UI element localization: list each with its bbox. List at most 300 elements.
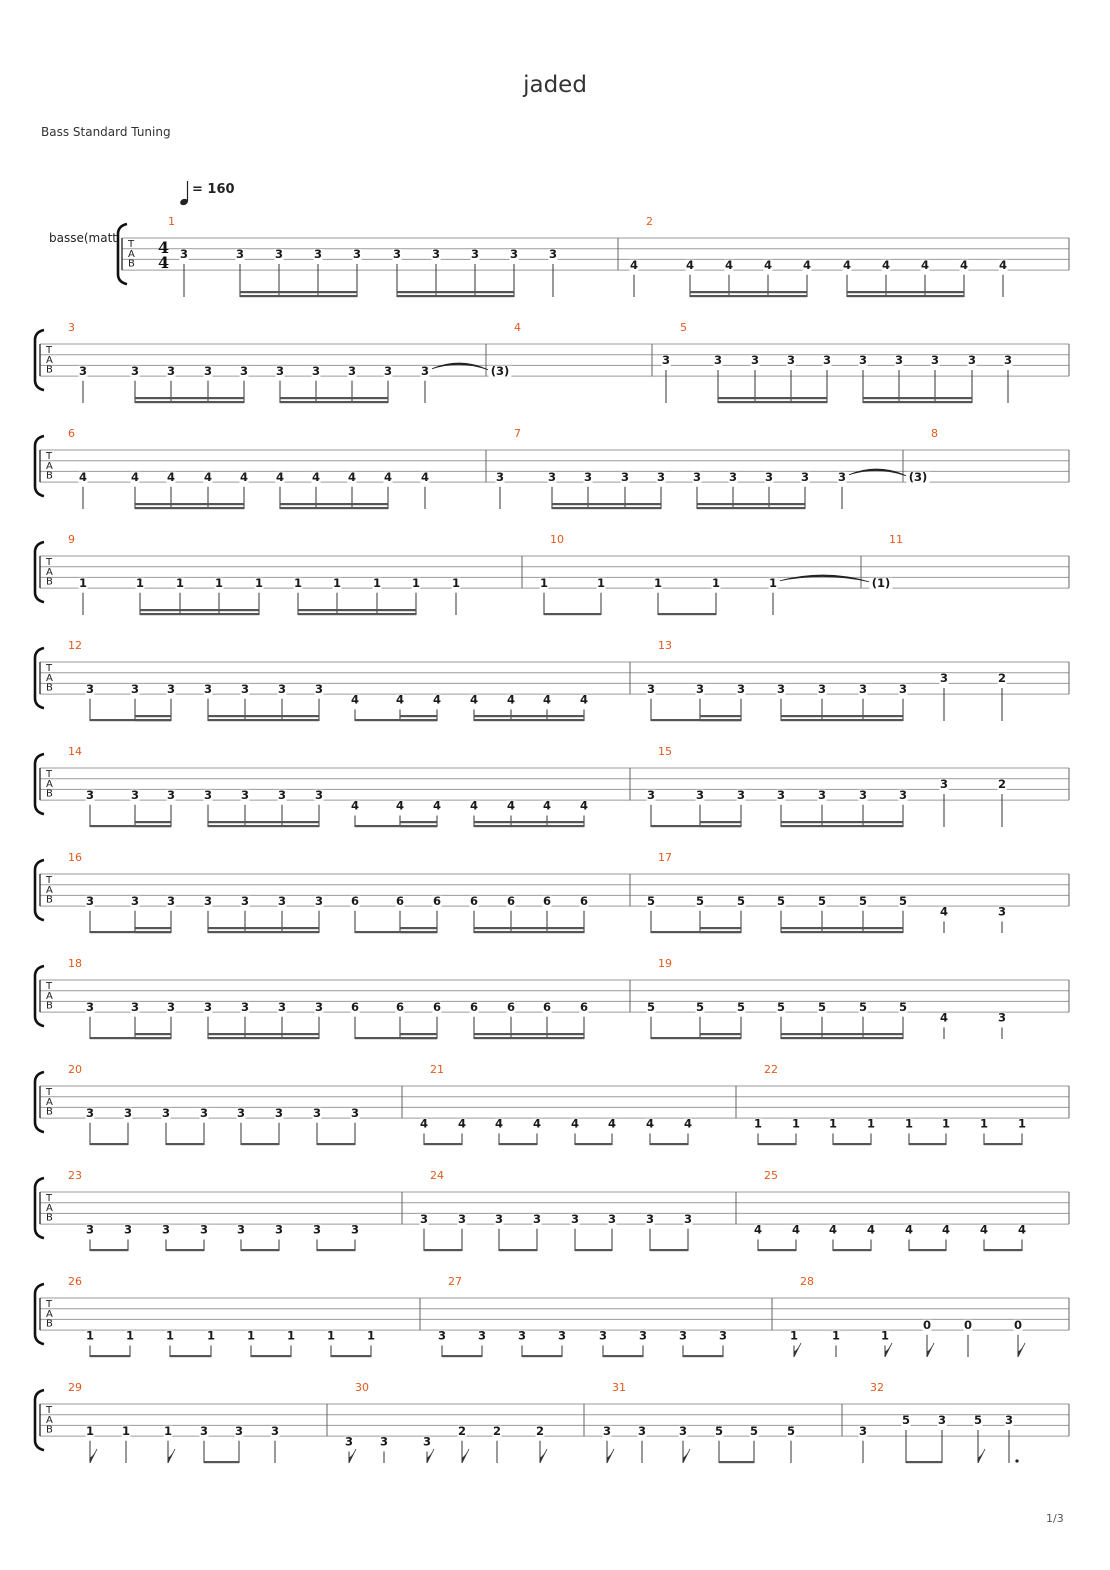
fret-number: 3 — [646, 787, 656, 802]
fret-number: 3 — [939, 777, 949, 792]
beam — [400, 825, 437, 827]
fret-number: 3 — [166, 681, 176, 696]
beam — [690, 291, 807, 293]
beam — [400, 719, 437, 721]
fret-number: 1 — [372, 575, 382, 590]
measure-number: 27 — [448, 1275, 462, 1288]
fret-number: 3 — [240, 999, 250, 1014]
fret-number: 6 — [579, 893, 589, 908]
beam — [683, 1355, 723, 1357]
fret-number: 3 — [683, 1211, 693, 1226]
beam — [135, 719, 171, 721]
fret-number: 3 — [419, 1211, 429, 1226]
fret-number: 1 — [1017, 1116, 1027, 1131]
measure-number: 28 — [800, 1275, 814, 1288]
fret-number: 3 — [166, 893, 176, 908]
fret-number: 3 — [130, 363, 140, 378]
beam — [208, 1033, 319, 1035]
tab-clef-t: T — [46, 451, 53, 462]
measure-number: 2 — [646, 215, 653, 228]
tab-clef-a: A — [46, 778, 53, 790]
beam — [135, 1033, 171, 1035]
fret-number: 3 — [236, 1105, 246, 1120]
measure-24 — [420, 1169, 693, 1251]
measure-3 — [68, 321, 488, 403]
fret-number: 4 — [469, 692, 479, 707]
beam — [241, 1249, 279, 1251]
beam — [984, 1143, 1022, 1145]
fret-number: 5 — [901, 1413, 911, 1428]
fret-number: 1 — [791, 1116, 801, 1131]
beam — [90, 1355, 130, 1357]
fret-number: 3 — [344, 1434, 354, 1449]
fret-number: 2 — [997, 777, 1007, 792]
fret-number: 3 — [275, 363, 285, 378]
measure-number: 21 — [430, 1063, 444, 1076]
beam — [166, 1249, 204, 1251]
fret-number: 6 — [542, 999, 552, 1014]
fret-number: 3 — [199, 1222, 209, 1237]
fret-number: 4 — [579, 692, 589, 707]
measure-6 — [68, 427, 430, 509]
fret-number: 3 — [314, 999, 324, 1014]
beam — [650, 1143, 688, 1145]
measure-number: 7 — [514, 427, 521, 440]
fret-number: 1 — [451, 575, 461, 590]
fret-number: 3 — [728, 469, 738, 484]
fret-number: 3 — [166, 787, 176, 802]
beam — [847, 295, 964, 297]
tie-arc — [780, 575, 869, 582]
fret-number: 3 — [547, 469, 557, 484]
fret-number: 4 — [419, 1116, 429, 1131]
beam — [984, 1249, 1022, 1251]
fret-number: 3 — [203, 893, 213, 908]
measure-number: 23 — [68, 1169, 82, 1182]
fret-number: 1 — [904, 1116, 914, 1131]
tab-clef-a: A — [46, 990, 53, 1002]
fret-number: 4 — [842, 257, 852, 272]
fret-number: 4 — [494, 1116, 504, 1131]
tab-clef-a: A — [46, 1096, 53, 1108]
eighth-flag — [90, 1449, 97, 1463]
measure-32 — [859, 1381, 1019, 1463]
beam — [135, 927, 171, 929]
fret-number: 4 — [383, 469, 393, 484]
fret-number: 3 — [130, 893, 140, 908]
fret-number: 3 — [422, 1434, 432, 1449]
fret-number: 3 — [312, 1105, 322, 1120]
fret-number: 5 — [858, 999, 868, 1014]
fret-number: 3 — [602, 1423, 612, 1438]
fret-number: 3 — [532, 1211, 542, 1226]
measure-number: 24 — [430, 1169, 444, 1182]
tab-clef-t: T — [46, 981, 53, 992]
beam — [690, 295, 807, 297]
fret-number: 3 — [240, 681, 250, 696]
system-3 — [35, 427, 1069, 509]
system-9 — [35, 1063, 1069, 1145]
beam — [658, 613, 716, 615]
beam — [424, 1249, 462, 1251]
measure-20 — [68, 1063, 360, 1145]
fret-number: 4 — [395, 692, 405, 707]
fret-number: 3 — [692, 469, 702, 484]
system-10 — [35, 1169, 1069, 1251]
fret-number: 5 — [646, 999, 656, 1014]
fret-number: 4 — [685, 257, 695, 272]
measure-7 — [496, 427, 907, 509]
fret-number: 4 — [78, 469, 88, 484]
tab-clef-t: T — [46, 1405, 53, 1416]
measure-4 — [489, 321, 522, 378]
beam — [397, 295, 514, 297]
tab-clef-b: B — [46, 576, 53, 588]
beam — [208, 927, 319, 929]
measure-number: 19 — [658, 957, 672, 970]
beam — [251, 1355, 291, 1357]
measure-number: 12 — [68, 639, 82, 652]
fret-number: 5 — [786, 1423, 796, 1438]
fret-number: 3 — [130, 999, 140, 1014]
fret-number: 3 — [203, 681, 213, 696]
beam — [697, 503, 805, 505]
fret-number: 3 — [517, 1328, 527, 1343]
fret-number: 4 — [347, 469, 357, 484]
beam — [700, 1037, 741, 1039]
fret-number: 1 — [85, 1328, 95, 1343]
tab-clef-b: B — [46, 894, 53, 906]
fret-number: 4 — [939, 1010, 949, 1025]
tab-clef-t: T — [46, 1299, 53, 1310]
fret-number: 3 — [620, 469, 630, 484]
fret-number: 3 — [470, 247, 480, 262]
fret-number: 1 — [206, 1328, 216, 1343]
fret-number: 4 — [1017, 1222, 1027, 1237]
beam — [280, 401, 388, 403]
fret-number: 3 — [930, 353, 940, 368]
fret-number: 4 — [311, 469, 321, 484]
fret-number: 4 — [959, 257, 969, 272]
beam — [544, 613, 601, 615]
eighth-flag — [427, 1449, 434, 1463]
fret-number: 3 — [277, 681, 287, 696]
fret-number: 3 — [776, 787, 786, 802]
time-signature-denominator: 4 — [158, 253, 170, 272]
fret-number: 6 — [469, 893, 479, 908]
fret-number: 3 — [1004, 1413, 1014, 1428]
fret-number: 3 — [179, 247, 189, 262]
beam — [781, 931, 903, 933]
measure-13 — [647, 639, 1007, 721]
beam — [474, 931, 584, 933]
measure-14 — [68, 745, 589, 827]
tab-clef-b: B — [46, 1318, 53, 1330]
fret-number: 5 — [736, 893, 746, 908]
fret-number: 5 — [817, 999, 827, 1014]
eighth-flag — [540, 1449, 547, 1463]
fret-number: 3 — [817, 681, 827, 696]
fret-number: 1 — [85, 1423, 95, 1438]
fret-number: 3 — [457, 1211, 467, 1226]
system-12 — [35, 1381, 1069, 1463]
fret-number: 3 — [314, 893, 324, 908]
fret-number: 4 — [239, 469, 249, 484]
beam — [781, 1037, 903, 1039]
beam — [135, 503, 244, 505]
fret-number: 1 — [789, 1328, 799, 1343]
beam — [135, 931, 171, 933]
fret-number: 3 — [764, 469, 774, 484]
tab-clef-a: A — [46, 672, 53, 684]
fret-number: 3 — [646, 681, 656, 696]
tempo-value: = 160 — [192, 182, 235, 197]
eighth-flag — [978, 1449, 985, 1463]
fret-number: 4 — [457, 1116, 467, 1131]
fret-number: 3 — [166, 363, 176, 378]
fret-number: 5 — [695, 999, 705, 1014]
fret-number: 3 — [695, 681, 705, 696]
measure-number: 3 — [68, 321, 75, 334]
fret-number: 6 — [542, 893, 552, 908]
fret-number: 3 — [161, 1222, 171, 1237]
tab-clef-a: A — [128, 248, 135, 260]
system-11 — [35, 1275, 1069, 1357]
measure-number: 17 — [658, 851, 672, 864]
fret-number: 3 — [130, 681, 140, 696]
fret-number: 4 — [130, 469, 140, 484]
fret-number: 3 — [314, 787, 324, 802]
measure-number: 9 — [68, 533, 75, 546]
fret-number: 4 — [579, 798, 589, 813]
beam — [700, 821, 741, 823]
fret-number: (3) — [908, 469, 928, 484]
fret-number: 1 — [246, 1328, 256, 1343]
beam — [400, 715, 437, 717]
beam — [90, 1249, 128, 1251]
beam — [397, 291, 514, 293]
fret-number: 6 — [579, 999, 589, 1014]
fret-number: 3 — [570, 1211, 580, 1226]
beam — [499, 1249, 537, 1251]
fret-number: 1 — [214, 575, 224, 590]
measure-number: 1 — [168, 215, 175, 228]
fret-number: 3 — [311, 363, 321, 378]
fret-number: 3 — [661, 353, 671, 368]
fret-number: 4 — [763, 257, 773, 272]
measure-number: 18 — [68, 957, 82, 970]
tab-clef-a: A — [46, 1308, 53, 1320]
measure-29 — [68, 1381, 280, 1463]
fret-number: 3 — [203, 999, 213, 1014]
fret-number: 5 — [898, 999, 908, 1014]
eighth-flag — [462, 1449, 469, 1463]
measure-number: 29 — [68, 1381, 82, 1394]
beam — [208, 1037, 319, 1039]
fret-number: 1 — [293, 575, 303, 590]
eighth-flag — [885, 1343, 892, 1357]
fret-number: 5 — [736, 999, 746, 1014]
eighth-flag — [168, 1449, 175, 1463]
beam — [140, 609, 259, 611]
fret-number: 4 — [753, 1222, 763, 1237]
fret-number: 4 — [542, 798, 552, 813]
fret-number: 1 — [175, 575, 185, 590]
fret-number: 3 — [495, 469, 505, 484]
tab-clef-t: T — [128, 239, 135, 250]
beam — [781, 1033, 903, 1035]
tie-arc — [849, 469, 906, 476]
fret-number: 1 — [286, 1328, 296, 1343]
tab-clef-b: B — [46, 788, 53, 800]
beam — [135, 825, 171, 827]
fret-number: 3 — [234, 1423, 244, 1438]
fret-number: 3 — [85, 999, 95, 1014]
fret-number: 4 — [802, 257, 812, 272]
fret-number: 3 — [638, 1328, 648, 1343]
beam — [700, 931, 741, 933]
beam — [317, 1143, 355, 1145]
beam — [499, 1143, 537, 1145]
system-7 — [35, 851, 1069, 933]
fret-number: 1 — [596, 575, 606, 590]
rhythm-dot — [1015, 1459, 1018, 1462]
measure-number: 4 — [514, 321, 521, 334]
fret-number: 1 — [366, 1328, 376, 1343]
fret-number: 3 — [695, 787, 705, 802]
fret-number: 1 — [254, 575, 264, 590]
fret-number: 3 — [718, 1328, 728, 1343]
fret-number: 5 — [858, 893, 868, 908]
measure-30 — [345, 1381, 548, 1463]
beam — [700, 715, 741, 717]
fret-number: 3 — [274, 1105, 284, 1120]
eighth-flag — [607, 1449, 614, 1463]
fret-number: 3 — [199, 1423, 209, 1438]
measure-number: 31 — [612, 1381, 626, 1394]
fret-number: 3 — [166, 999, 176, 1014]
measure-26 — [68, 1275, 376, 1357]
fret-number: 4 — [920, 257, 930, 272]
beam — [135, 397, 244, 399]
fret-number: 3 — [350, 1105, 360, 1120]
fret-number: 3 — [199, 1105, 209, 1120]
fret-number: 4 — [791, 1222, 801, 1237]
fret-number: 4 — [542, 692, 552, 707]
measure-number: 10 — [550, 533, 564, 546]
fret-number: 3 — [939, 671, 949, 686]
fret-number: 6 — [350, 893, 360, 908]
measure-number: 25 — [764, 1169, 778, 1182]
fret-number: 3 — [274, 247, 284, 262]
measure-8 — [907, 427, 939, 484]
beam — [208, 825, 319, 827]
measure-12 — [68, 639, 589, 721]
tab-clef-b: B — [46, 1212, 53, 1224]
fret-number: 3 — [130, 787, 140, 802]
system-8 — [35, 957, 1069, 1039]
tab-clef-t: T — [46, 557, 53, 568]
fret-number: 2 — [535, 1423, 545, 1438]
beam — [552, 503, 661, 505]
measure-28 — [790, 1275, 1026, 1357]
beam — [474, 715, 584, 717]
fret-number: 3 — [431, 247, 441, 262]
fret-number: 1 — [979, 1116, 989, 1131]
fret-number: 3 — [347, 363, 357, 378]
fret-number: 4 — [645, 1116, 655, 1131]
beam — [833, 1249, 871, 1251]
beam — [208, 715, 319, 717]
fret-number: 3 — [898, 787, 908, 802]
fret-number: 3 — [607, 1211, 617, 1226]
tie-arc — [432, 363, 488, 370]
measure-number: 20 — [68, 1063, 82, 1076]
fret-number: 4 — [904, 1222, 914, 1237]
beam — [280, 397, 388, 399]
measure-15 — [647, 745, 1007, 827]
fret-number: 2 — [492, 1423, 502, 1438]
beam — [718, 401, 827, 403]
fret-number: 1 — [78, 575, 88, 590]
fret-number: 3 — [437, 1328, 447, 1343]
fret-number: 3 — [240, 893, 250, 908]
measure-1 — [168, 215, 558, 297]
beam — [781, 825, 903, 827]
beam — [135, 715, 171, 717]
fret-number: 1 — [121, 1423, 131, 1438]
fret-number: 3 — [313, 247, 323, 262]
eighth-flag — [1018, 1343, 1025, 1357]
fret-number: (1) — [871, 575, 891, 590]
fret-number: 0 — [1013, 1317, 1023, 1332]
fret-number: 3 — [314, 681, 324, 696]
fret-number: 4 — [881, 257, 891, 272]
fret-number: 5 — [646, 893, 656, 908]
beam — [298, 613, 416, 615]
fret-number: 3 — [203, 363, 213, 378]
fret-number: 3 — [858, 1423, 868, 1438]
measure-number: 26 — [68, 1275, 82, 1288]
tab-clef-a: A — [46, 1202, 53, 1214]
fret-number: 3 — [236, 1222, 246, 1237]
beam — [135, 1037, 171, 1039]
fret-number: 1 — [753, 1116, 763, 1131]
measure-5 — [662, 321, 1013, 403]
beam — [700, 719, 741, 721]
eighth-flag — [927, 1343, 934, 1357]
tab-clef-t: T — [46, 875, 53, 886]
fret-number: 4 — [998, 257, 1008, 272]
instrument-name: basse(matt — [49, 231, 117, 245]
beam — [204, 1461, 239, 1463]
fret-number: 0 — [963, 1317, 973, 1332]
measure-31 — [603, 1381, 796, 1463]
measure-23 — [68, 1169, 360, 1251]
beam — [317, 1249, 355, 1251]
fret-number: 3 — [239, 363, 249, 378]
beam — [781, 715, 903, 717]
fret-number: 3 — [598, 1328, 608, 1343]
fret-number: 1 — [165, 1328, 175, 1343]
beam — [208, 821, 319, 823]
beam — [331, 1355, 371, 1357]
beam — [474, 1037, 584, 1039]
fret-number: 5 — [898, 893, 908, 908]
fret-number: 6 — [432, 999, 442, 1014]
fret-number: 4 — [828, 1222, 838, 1237]
tab-clef-b: B — [46, 1424, 53, 1436]
